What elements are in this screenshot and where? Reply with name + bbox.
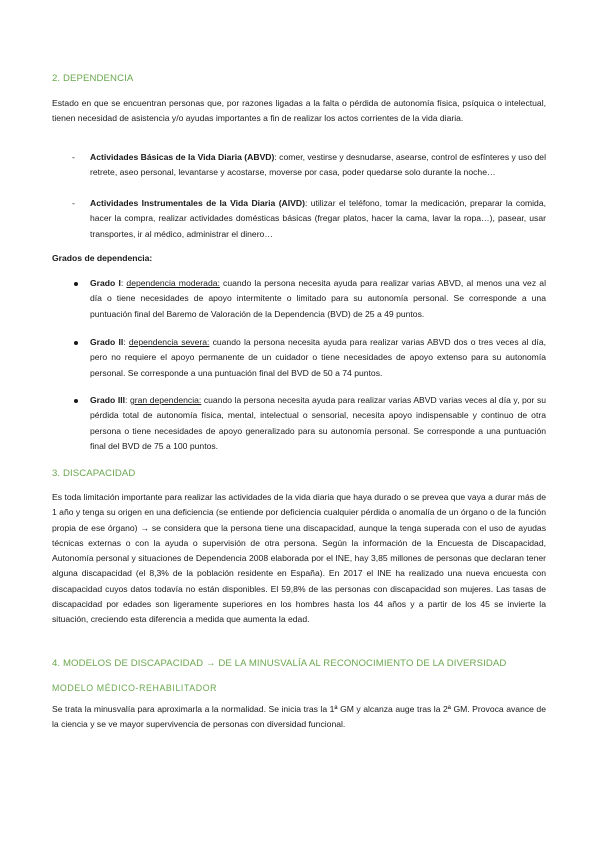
grado-1-label: Grado I (90, 278, 121, 288)
separator: : (125, 395, 130, 405)
grado-3-item (90, 393, 546, 454)
aivd-label: Actividades Instrumentales de la Vida Diaria (AIVD) (90, 198, 305, 208)
dependencia-definition: Estado en que se encuentran personas que, por razones ligadas a la falta o pérdida de autonomía física, psíquica o intelectual, tienen necesidad de asistencia y/o ayudas importantes a fin de realizar los actos corrientes de la vida diaria. (52, 98, 546, 124)
section-heading-dependencia: 2. DEPENDENCIA (52, 73, 134, 84)
grado-2-item (90, 335, 546, 381)
modelo-medico-text: Se trata la minusvalía para aproximarla a la normalidad. Se inicia tras la 1ª GM y alcanza auge tras la 2ª GM. Provoca avance de la ciencia y se ve mayor supervivencia de personas con diversidad funcional. (52, 704, 546, 730)
section-heading-discapacidad: 3. DISCAPACIDAD (52, 468, 136, 479)
bullet-icon (74, 341, 78, 345)
grado-2-type: dependencia severa: (128, 337, 210, 347)
abvd-label: Actividades Básicas de la Vida Diaria (ABVD) (90, 152, 275, 162)
bullet-icon (74, 399, 78, 403)
grado-1-text: cuando la persona necesita ayuda para realizar varias ABVD, al menos una vez al día o tiene necesidades de apoyo intermitente o limitado para su autonomía personal. Se corresponde a una puntuación final del Baremo de Valoración de la Dependencia (BVD) de 25 a 49 puntos. (90, 278, 546, 319)
subheading-modelo-medico: MODELO MÉDICO-REHABILITADOR (52, 683, 218, 693)
dash-marker: - (72, 198, 75, 208)
grado-2-label: Grado II (90, 337, 124, 347)
abvd-item (90, 150, 546, 181)
separator: : (120, 278, 127, 288)
grado-3-text: cuando la persona necesita ayuda para realizar varias ABVD varias veces al día y, por su pérdida total de autonomía física, mental, intelectual o sensorial, necesita apoyo indispensable y continuo de otra persona o tiene necesidades de apoyo generalizado para su autonomía personal. Se corresponde a una puntuación final del BVD de 75 a 100 puntos. (90, 395, 547, 451)
aivd-item (90, 196, 546, 242)
dash-marker: - (72, 152, 75, 162)
grado-3-label: Grado III (90, 395, 126, 405)
grado-1-item (90, 276, 546, 322)
grado-3-type: gran dependencia: (129, 395, 202, 405)
discapacidad-text: Es toda limitación importante para realizar las actividades de la vida diaria que haya durado o se prevea que vaya a durar más de 1 año y tenga su origen en una deficiencia (se entiende por deficiencia cualquier pérdida o anomalía de un órgano o de la función propia de ese órgano) → se considera que la persona tiene una discapacidad, aunque la tenga superada con el uso de ayudas técnicas externas o con la ayuda o supervisión de otra persona. Según la información de la Encuesta de Discapacidad, Autonomía personal y situaciones de Dependencia 2008 elaborada por el INE, hay 3,85 millones de personas que declaran tener alguna discapacidad (el 8,3% de la población residente en España). En 2017 el INE ha realizado una nueva encuesta con discapacidad cuyos datos todavía no están disponibles. El 59,8% de las personas con discapacidad son mujeres. Las tasas de discapacidad por edades son ligeramente superiores en los hombres hasta los 44 años y a partir de los 45 se invierte la situación, creciendo esta diferencia a medida que aumenta la edad. (52, 492, 546, 625)
grado-2-text: cuando la persona necesita ayuda para realizar varias ABVD dos o tres veces al día, pero no requiere el apoyo permanente de un cuidador o tiene necesidades de apoyo extenso para su autonomía personal. Se corresponde a una puntuación final del BVD de 50 a 74 puntos. (90, 337, 546, 378)
abvd-text: : comer, vestirse y desnudarse, asearse, control de esfínteres y uso del retrete, aseo personal, levantarse y acostarse, moverse por casa, poder quedarse solo durante la noche… (90, 152, 546, 178)
aivd-text: : utilizar el teléfono, tomar la medicación, preparar la comida, hacer la compra, realizar actividades domésticas básicas (fregar platos, hacer la cama, lavar la ropa…), pasear, usar transportes, ir al médico, administrar el dinero… (90, 198, 547, 239)
grado-1-type: dependencia moderada: (126, 278, 220, 288)
separator: : (123, 337, 129, 347)
grados-heading: Grados de dependencia: (52, 253, 153, 263)
bullet-icon (74, 282, 78, 286)
section-heading-modelos: 4. MODELOS DE DISCAPACIDAD → DE LA MINUSVALÍA AL RECONOCIMIENTO DE LA DIVERSIDAD (52, 658, 507, 669)
